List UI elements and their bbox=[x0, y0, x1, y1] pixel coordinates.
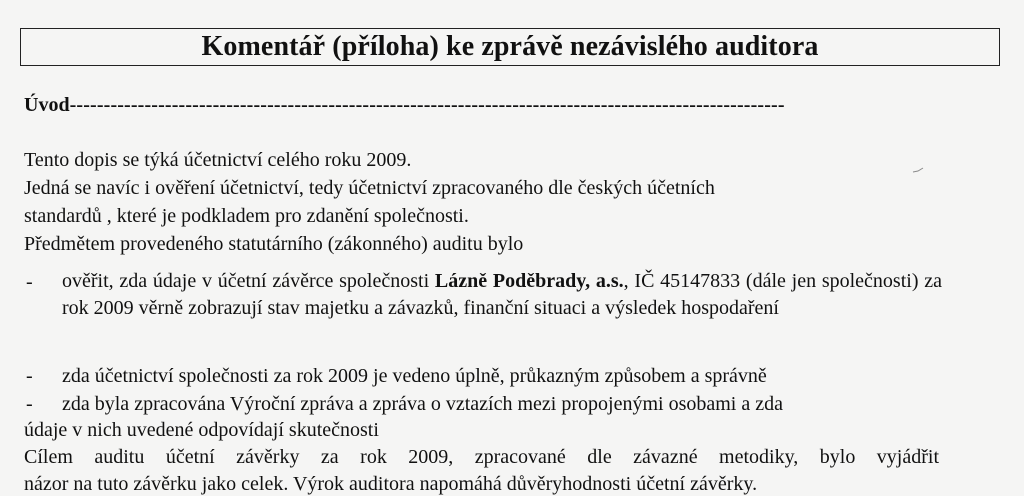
bullet-item-3-continuation: údaje v nich uvedené odpovídají skutečnosti bbox=[24, 419, 379, 441]
scan-speck bbox=[912, 166, 924, 174]
section-heading: Úvod bbox=[24, 94, 70, 116]
paragraph-line-4: Předmětem provedeného statutárního (zákonného) auditu bylo bbox=[24, 233, 524, 255]
title-box bbox=[20, 28, 1000, 66]
bullet-item-1 bbox=[62, 268, 942, 322]
bullet-dash-3: - bbox=[26, 393, 33, 415]
paragraph-line-3: standardů , které je podkladem pro zdanění společnosti. bbox=[24, 205, 469, 227]
bullet-item-3: zda byla zpracována Výroční zpráva a zpráva o vztazích mezi propojenými osobami a zda bbox=[62, 393, 783, 415]
bullet-dash-2: - bbox=[26, 365, 33, 387]
closing-line-2: názor na tuto závěrku jako celek. Výrok auditora napomáhá důvěryhodnosti účetní závěrky. bbox=[24, 473, 758, 495]
bullet-1-prefix: ověřit, zda údaje v účetní závěrce společnosti bbox=[62, 270, 435, 292]
bullet-1-suffix: , IČ 45147833 (dále jen společnosti) za rok 2009 věrně zobrazují stav majetku a závazků, finanční situaci a výsledek hospodaření bbox=[62, 270, 942, 319]
section-divider-dashes: --------------------------------------------------------------------------------------------------------- bbox=[69, 94, 785, 116]
closing-line-1: Cílem auditu účetní závěrky za rok 2009, zpracované dle závazné metodiky, bylo vyjádřit bbox=[24, 446, 939, 468]
section-heading-line bbox=[24, 94, 785, 117]
document-title: Komentář (příloha) ke zprávě nezávislého auditora bbox=[201, 31, 819, 62]
paragraph-line-1: Tento dopis se týká účetnictví celého roku 2009. bbox=[24, 149, 412, 171]
bullet-item-2: zda účetnictví společnosti za rok 2009 je vedeno úplně, průkazným způsobem a správně bbox=[62, 365, 767, 387]
bullet-dash-1: - bbox=[26, 271, 33, 293]
paragraph-line-2: Jedná se navíc i ověření účetnictví, tedy účetnictví zpracovaného dle českých účetních bbox=[24, 177, 715, 199]
company-name: Lázně Poděbrady, a.s. bbox=[434, 270, 624, 292]
